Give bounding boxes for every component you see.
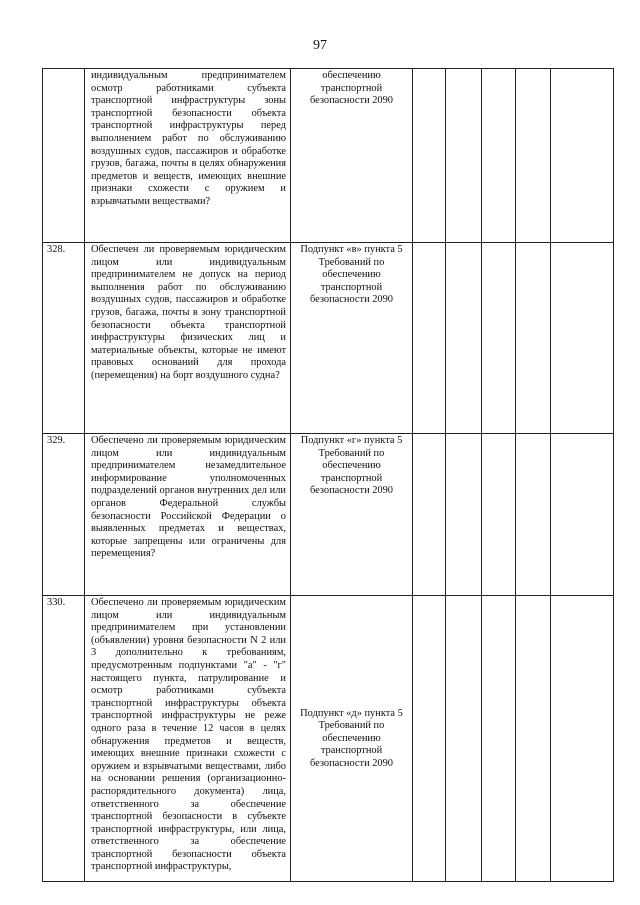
table-row	[43, 434, 614, 596]
table-row	[43, 243, 614, 434]
row-number: 330.	[43, 596, 85, 882]
reference-cell: Подпункт «д» пункта 5 Требований по обеспечению транспортной безопасности 2090	[291, 596, 413, 882]
answer-na-cell[interactable]	[482, 243, 516, 434]
question-text: Обеспечено ли проверяемым юридическим лицом или индивидуальным предпринимателем незамедлительное информирование уполномоченных подразделений органов внутренних дел или органов Федеральной службы безопасности Российской Федерации о выявленных предметах и веществах, которые запрещены или ограничены для перемещения?	[91, 435, 286, 560]
question-cell	[85, 69, 291, 243]
page-number: 97	[313, 38, 327, 53]
question-cell	[85, 434, 291, 596]
answer-yes-cell[interactable]	[413, 243, 446, 434]
reference-cell: обеспечению транспортной безопасности 2090	[291, 69, 413, 243]
answer-extra-cell[interactable]	[516, 434, 551, 596]
notes-cell[interactable]	[551, 243, 614, 434]
answer-na-cell[interactable]	[482, 434, 516, 596]
answer-extra-cell[interactable]	[516, 243, 551, 434]
notes-cell[interactable]	[551, 596, 614, 882]
question-text: Обеспечен ли проверяемым юридическим лицом или индивидуальным предпринимателем не допуск на период выполнения работ по обслуживанию воздушных судов, пассажиров и обработке грузов, багажа, почты в зону транспортной безопасности объекта транспортной инфраструктуры физических лиц и материальные объекты, которые не имеют правовых оснований для прохода (перемещения) на борт воздушного судна?	[91, 244, 286, 381]
notes-cell[interactable]	[551, 434, 614, 596]
question-cell	[85, 596, 291, 882]
answer-no-cell[interactable]	[446, 596, 482, 882]
answer-no-cell[interactable]	[446, 243, 482, 434]
question-text: индивидуальным предпринимателем осмотр работниками субъекта транспортной инфраструктуры зоны транспортной безопасности объекта транспортной инфраструктуры перед выполнением работ по обслуживанию воздушных судов, пассажиров и обработке грузов, багажа, почты в целях обнаружения предметов и веществ, имеющих внешние признаки схожести с оружием и взрывчатыми веществами?	[91, 70, 286, 207]
answer-na-cell[interactable]	[482, 596, 516, 882]
reference-cell: Подпункт «г» пункта 5 Требований по обеспечению транспортной безопасности 2090	[291, 434, 413, 596]
reference-cell: Подпункт «в» пункта 5 Требований по обеспечению транспортной безопасности 2090	[291, 243, 413, 434]
answer-no-cell[interactable]	[446, 69, 482, 243]
answer-yes-cell[interactable]	[413, 596, 446, 882]
checklist-table	[42, 68, 614, 882]
row-number	[43, 69, 85, 243]
answer-extra-cell[interactable]	[516, 596, 551, 882]
answer-extra-cell[interactable]	[516, 69, 551, 243]
answer-na-cell[interactable]	[482, 69, 516, 243]
row-number: 329.	[43, 434, 85, 596]
row-number: 328.	[43, 243, 85, 434]
notes-cell[interactable]	[551, 69, 614, 243]
answer-yes-cell[interactable]	[413, 69, 446, 243]
question-cell	[85, 243, 291, 434]
question-text: Обеспечено ли проверяемым юридическим лицом или индивидуальным предпринимателем при установлении (объявлении) уровня безопасности N 2 или 3 дополнительно к требованиям, предусмотренным подпунктами "а" - "г" настоящего пункта, патрулирование и осмотр работниками субъекта транспортной инфраструктуры объекта транспортной инфраструктуры не реже одного раза в течение 12 часов в целях обнаружения предметов и веществ, имеющих внешние признаки схожести с оружием и взрывчатыми веществами, либо на основании решения (организационно-распорядительного документа) лица, ответственного за обеспечение транспортной безопасности в субъекте транспортной инфраструктуры, или лица, ответственного за обеспечение транспортной безопасности объекта транспортной инфраструктуры,	[91, 597, 286, 873]
table-row	[43, 596, 614, 882]
answer-yes-cell[interactable]	[413, 434, 446, 596]
answer-no-cell[interactable]	[446, 434, 482, 596]
table-row	[43, 69, 614, 243]
